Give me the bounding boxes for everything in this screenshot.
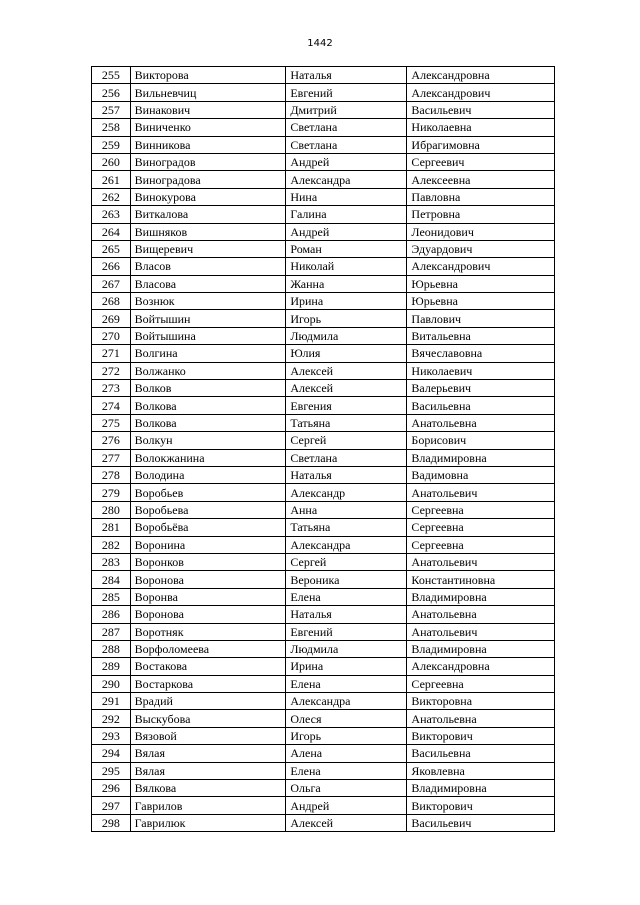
surname-cell: Востакова bbox=[130, 658, 286, 675]
table-row bbox=[92, 310, 555, 327]
first-name-cell: Евгений bbox=[286, 623, 407, 640]
first-name-cell: Андрей bbox=[286, 153, 407, 170]
row-number: 287 bbox=[92, 623, 131, 640]
surname-cell: Власов bbox=[130, 258, 286, 275]
table-row bbox=[92, 727, 555, 744]
row-number: 270 bbox=[92, 327, 131, 344]
first-name-cell: Наталья bbox=[286, 466, 407, 483]
surname-cell: Гаврилов bbox=[130, 797, 286, 814]
row-number: 264 bbox=[92, 223, 131, 240]
surname-cell: Вознюк bbox=[130, 293, 286, 310]
patronymic-cell: Васильевна bbox=[407, 397, 555, 414]
first-name-cell: Елена bbox=[286, 675, 407, 692]
first-name-cell: Александра bbox=[286, 536, 407, 553]
table-row bbox=[92, 414, 555, 431]
first-name-cell: Наталья bbox=[286, 606, 407, 623]
first-name-cell: Вероника bbox=[286, 571, 407, 588]
patronymic-cell: Алексеевна bbox=[407, 171, 555, 188]
row-number: 261 bbox=[92, 171, 131, 188]
surname-cell: Винакович bbox=[130, 101, 286, 118]
surname-cell: Вялкова bbox=[130, 780, 286, 797]
surname-cell: Выскубова bbox=[130, 710, 286, 727]
row-number: 284 bbox=[92, 571, 131, 588]
patronymic-cell: Анатольевна bbox=[407, 710, 555, 727]
row-number: 276 bbox=[92, 432, 131, 449]
table-row bbox=[92, 623, 555, 640]
row-number: 289 bbox=[92, 658, 131, 675]
table-row bbox=[92, 362, 555, 379]
first-name-cell: Алексей bbox=[286, 380, 407, 397]
patronymic-cell: Васильевна bbox=[407, 745, 555, 762]
row-number: 282 bbox=[92, 536, 131, 553]
table-row bbox=[92, 466, 555, 483]
surname-cell: Волкова bbox=[130, 414, 286, 431]
row-number: 268 bbox=[92, 293, 131, 310]
first-name-cell: Александр bbox=[286, 484, 407, 501]
patronymic-cell: Валерьевич bbox=[407, 380, 555, 397]
table-row bbox=[92, 588, 555, 605]
patronymic-cell: Викторович bbox=[407, 797, 555, 814]
table-row bbox=[92, 258, 555, 275]
patronymic-cell: Владимировна bbox=[407, 640, 555, 657]
roster-table-body bbox=[92, 67, 555, 832]
table-row bbox=[92, 553, 555, 570]
surname-cell: Воронков bbox=[130, 553, 286, 570]
patronymic-cell: Николаевна bbox=[407, 119, 555, 136]
row-number: 286 bbox=[92, 606, 131, 623]
patronymic-cell: Викторовна bbox=[407, 693, 555, 710]
row-number: 290 bbox=[92, 675, 131, 692]
row-number: 280 bbox=[92, 501, 131, 518]
patronymic-cell: Владимировна bbox=[407, 449, 555, 466]
patronymic-cell: Анатольевич bbox=[407, 553, 555, 570]
table-row bbox=[92, 397, 555, 414]
row-number: 297 bbox=[92, 797, 131, 814]
surname-cell: Викторова bbox=[130, 67, 286, 84]
row-number: 283 bbox=[92, 553, 131, 570]
first-name-cell: Алексей bbox=[286, 362, 407, 379]
table-row bbox=[92, 206, 555, 223]
surname-cell: Волокжанина bbox=[130, 449, 286, 466]
patronymic-cell: Юрьевна bbox=[407, 293, 555, 310]
table-row bbox=[92, 519, 555, 536]
first-name-cell: Ирина bbox=[286, 293, 407, 310]
table-row bbox=[92, 745, 555, 762]
patronymic-cell: Анатольевна bbox=[407, 414, 555, 431]
patronymic-cell: Сергеевна bbox=[407, 501, 555, 518]
surname-cell: Востаркова bbox=[130, 675, 286, 692]
table-row bbox=[92, 240, 555, 257]
patronymic-cell: Васильевич bbox=[407, 101, 555, 118]
surname-cell: Воронова bbox=[130, 571, 286, 588]
patronymic-cell: Владимировна bbox=[407, 588, 555, 605]
patronymic-cell: Васильевич bbox=[407, 814, 555, 831]
surname-cell: Воротняк bbox=[130, 623, 286, 640]
row-number: 293 bbox=[92, 727, 131, 744]
patronymic-cell: Анатольевна bbox=[407, 606, 555, 623]
first-name-cell: Роман bbox=[286, 240, 407, 257]
table-row bbox=[92, 345, 555, 362]
table-row bbox=[92, 501, 555, 518]
patronymic-cell: Анатольевич bbox=[407, 623, 555, 640]
row-number: 291 bbox=[92, 693, 131, 710]
table-row bbox=[92, 136, 555, 153]
patronymic-cell: Борисович bbox=[407, 432, 555, 449]
table-row bbox=[92, 327, 555, 344]
first-name-cell: Олеся bbox=[286, 710, 407, 727]
table-row bbox=[92, 275, 555, 292]
row-number: 292 bbox=[92, 710, 131, 727]
first-name-cell: Сергей bbox=[286, 432, 407, 449]
patronymic-cell: Петровна bbox=[407, 206, 555, 223]
patronymic-cell: Ибрагимовна bbox=[407, 136, 555, 153]
first-name-cell: Наталья bbox=[286, 67, 407, 84]
table-row bbox=[92, 640, 555, 657]
first-name-cell: Игорь bbox=[286, 727, 407, 744]
patronymic-cell: Витальевна bbox=[407, 327, 555, 344]
row-number: 262 bbox=[92, 188, 131, 205]
first-name-cell: Елена bbox=[286, 762, 407, 779]
surname-cell: Вильневчиц bbox=[130, 84, 286, 101]
patronymic-cell: Александрович bbox=[407, 258, 555, 275]
surname-cell: Войтышин bbox=[130, 310, 286, 327]
surname-cell: Вищеревич bbox=[130, 240, 286, 257]
row-number: 273 bbox=[92, 380, 131, 397]
surname-cell: Воробьев bbox=[130, 484, 286, 501]
patronymic-cell: Леонидович bbox=[407, 223, 555, 240]
surname-cell: Виноградов bbox=[130, 153, 286, 170]
patronymic-cell: Сергеевич bbox=[407, 153, 555, 170]
first-name-cell: Сергей bbox=[286, 553, 407, 570]
row-number: 274 bbox=[92, 397, 131, 414]
surname-cell: Волжанко bbox=[130, 362, 286, 379]
first-name-cell: Андрей bbox=[286, 223, 407, 240]
surname-cell: Воронина bbox=[130, 536, 286, 553]
row-number: 263 bbox=[92, 206, 131, 223]
first-name-cell: Татьяна bbox=[286, 519, 407, 536]
patronymic-cell: Вадимовна bbox=[407, 466, 555, 483]
surname-cell: Виткалова bbox=[130, 206, 286, 223]
surname-cell: Ворфоломеева bbox=[130, 640, 286, 657]
first-name-cell: Евгений bbox=[286, 84, 407, 101]
table-row bbox=[92, 484, 555, 501]
surname-cell: Вязовой bbox=[130, 727, 286, 744]
surname-cell: Войтышина bbox=[130, 327, 286, 344]
row-number: 281 bbox=[92, 519, 131, 536]
first-name-cell: Александра bbox=[286, 171, 407, 188]
patronymic-cell: Павлович bbox=[407, 310, 555, 327]
row-number: 255 bbox=[92, 67, 131, 84]
first-name-cell: Алексей bbox=[286, 814, 407, 831]
first-name-cell: Нина bbox=[286, 188, 407, 205]
surname-cell: Воробьёва bbox=[130, 519, 286, 536]
surname-cell: Воронва bbox=[130, 588, 286, 605]
patronymic-cell: Владимировна bbox=[407, 780, 555, 797]
first-name-cell: Алена bbox=[286, 745, 407, 762]
first-name-cell: Ольга bbox=[286, 780, 407, 797]
table-row bbox=[92, 710, 555, 727]
table-row bbox=[92, 606, 555, 623]
first-name-cell: Ирина bbox=[286, 658, 407, 675]
table-row bbox=[92, 536, 555, 553]
table-row bbox=[92, 675, 555, 692]
surname-cell: Вялая bbox=[130, 745, 286, 762]
row-number: 295 bbox=[92, 762, 131, 779]
surname-cell: Волкова bbox=[130, 397, 286, 414]
patronymic-cell: Анатольевич bbox=[407, 484, 555, 501]
first-name-cell: Людмила bbox=[286, 640, 407, 657]
row-number: 265 bbox=[92, 240, 131, 257]
surname-cell: Власова bbox=[130, 275, 286, 292]
table-row bbox=[92, 223, 555, 240]
surname-cell: Врадий bbox=[130, 693, 286, 710]
table-row bbox=[92, 762, 555, 779]
table-row bbox=[92, 571, 555, 588]
first-name-cell: Светлана bbox=[286, 449, 407, 466]
surname-cell: Вялая bbox=[130, 762, 286, 779]
surname-cell: Волкун bbox=[130, 432, 286, 449]
patronymic-cell: Сергеевна bbox=[407, 536, 555, 553]
patronymic-cell: Юрьевна bbox=[407, 275, 555, 292]
first-name-cell: Николай bbox=[286, 258, 407, 275]
surname-cell: Волков bbox=[130, 380, 286, 397]
surname-cell: Винникова bbox=[130, 136, 286, 153]
first-name-cell: Юлия bbox=[286, 345, 407, 362]
surname-cell: Виниченко bbox=[130, 119, 286, 136]
table-row bbox=[92, 380, 555, 397]
first-name-cell: Людмила bbox=[286, 327, 407, 344]
patronymic-cell: Сергеевна bbox=[407, 519, 555, 536]
row-number: 277 bbox=[92, 449, 131, 466]
first-name-cell: Дмитрий bbox=[286, 101, 407, 118]
first-name-cell: Андрей bbox=[286, 797, 407, 814]
patronymic-cell: Николаевич bbox=[407, 362, 555, 379]
surname-cell: Вишняков bbox=[130, 223, 286, 240]
table-row bbox=[92, 449, 555, 466]
row-number: 275 bbox=[92, 414, 131, 431]
patronymic-cell: Павловна bbox=[407, 188, 555, 205]
row-number: 256 bbox=[92, 84, 131, 101]
row-number: 272 bbox=[92, 362, 131, 379]
table-row bbox=[92, 814, 555, 831]
table-row bbox=[92, 693, 555, 710]
row-number: 260 bbox=[92, 153, 131, 170]
row-number: 267 bbox=[92, 275, 131, 292]
table-row bbox=[92, 780, 555, 797]
roster-table bbox=[91, 66, 555, 832]
patronymic-cell: Сергеевна bbox=[407, 675, 555, 692]
row-number: 269 bbox=[92, 310, 131, 327]
patronymic-cell: Александровна bbox=[407, 67, 555, 84]
patronymic-cell: Эдуардович bbox=[407, 240, 555, 257]
row-number: 259 bbox=[92, 136, 131, 153]
first-name-cell: Игорь bbox=[286, 310, 407, 327]
table-row bbox=[92, 432, 555, 449]
patronymic-cell: Вячеславовна bbox=[407, 345, 555, 362]
table-row bbox=[92, 797, 555, 814]
table-row bbox=[92, 658, 555, 675]
row-number: 266 bbox=[92, 258, 131, 275]
table-row bbox=[92, 119, 555, 136]
patronymic-cell: Константиновна bbox=[407, 571, 555, 588]
patronymic-cell: Яковлевна bbox=[407, 762, 555, 779]
surname-cell: Виноградова bbox=[130, 171, 286, 188]
first-name-cell: Елена bbox=[286, 588, 407, 605]
row-number: 285 bbox=[92, 588, 131, 605]
first-name-cell: Александра bbox=[286, 693, 407, 710]
surname-cell: Гаврилюк bbox=[130, 814, 286, 831]
table-row bbox=[92, 153, 555, 170]
row-number: 279 bbox=[92, 484, 131, 501]
first-name-cell: Светлана bbox=[286, 119, 407, 136]
surname-cell: Воронова bbox=[130, 606, 286, 623]
table-row bbox=[92, 293, 555, 310]
page-number: 1442 bbox=[307, 38, 333, 49]
row-number: 288 bbox=[92, 640, 131, 657]
first-name-cell: Анна bbox=[286, 501, 407, 518]
row-number: 294 bbox=[92, 745, 131, 762]
row-number: 258 bbox=[92, 119, 131, 136]
table-row bbox=[92, 188, 555, 205]
first-name-cell: Жанна bbox=[286, 275, 407, 292]
row-number: 278 bbox=[92, 466, 131, 483]
table-row bbox=[92, 67, 555, 84]
row-number: 296 bbox=[92, 780, 131, 797]
first-name-cell: Евгения bbox=[286, 397, 407, 414]
table-row bbox=[92, 171, 555, 188]
first-name-cell: Галина bbox=[286, 206, 407, 223]
table-row bbox=[92, 101, 555, 118]
first-name-cell: Светлана bbox=[286, 136, 407, 153]
first-name-cell: Татьяна bbox=[286, 414, 407, 431]
patronymic-cell: Викторович bbox=[407, 727, 555, 744]
row-number: 271 bbox=[92, 345, 131, 362]
patronymic-cell: Александровна bbox=[407, 658, 555, 675]
surname-cell: Волгина bbox=[130, 345, 286, 362]
surname-cell: Володина bbox=[130, 466, 286, 483]
row-number: 257 bbox=[92, 101, 131, 118]
row-number: 298 bbox=[92, 814, 131, 831]
patronymic-cell: Александрович bbox=[407, 84, 555, 101]
surname-cell: Воробьева bbox=[130, 501, 286, 518]
surname-cell: Винокурова bbox=[130, 188, 286, 205]
table-row bbox=[92, 84, 555, 101]
